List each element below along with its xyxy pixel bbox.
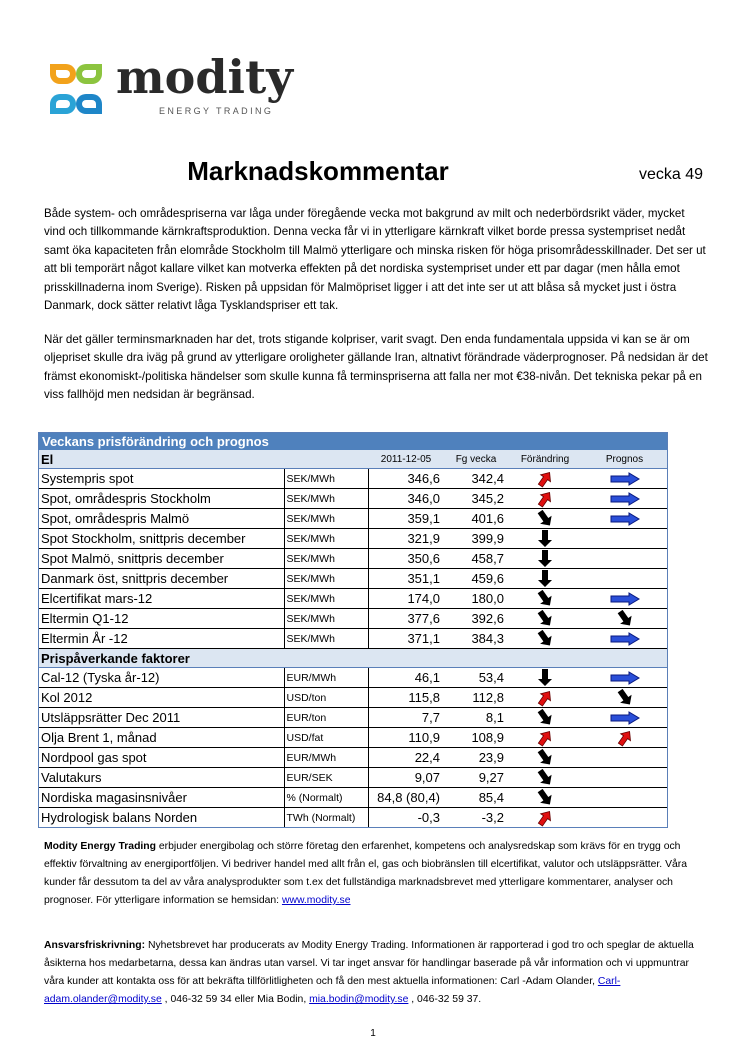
arrow-down-icon [537,569,553,588]
arrow-down-right-icon [536,788,554,807]
row-change-arrow [508,768,582,788]
table-row [39,708,667,728]
row-previous-value: 342,4 [444,469,508,489]
arrow-down-right-icon [536,768,554,787]
row-forecast-arrow [582,489,667,509]
row-change-arrow [508,808,582,828]
row-change-arrow [508,609,582,629]
row-name: Cal-12 (Tyska år-12) [39,668,284,688]
table-row [39,589,667,609]
row-previous-value: 459,6 [444,569,508,589]
price-table [38,432,668,828]
column-header-forecast: Prognos [582,450,667,469]
row-name: Utsläppsrätter Dec 2011 [39,708,284,728]
row-name: Eltermin Q1-12 [39,609,284,629]
price-table-title: Veckans prisförändring och prognos [39,433,667,450]
row-current-value: -0,3 [417,810,440,825]
website-link[interactable]: www.modity.se [281,895,351,906]
row-change-arrow [508,529,582,549]
arrow-right-icon [610,472,640,486]
row-name: Eltermin År -12 [39,629,284,649]
table-row [39,748,667,768]
row-unit: SEK/MWh [284,469,368,489]
row-forecast-arrow [582,748,667,768]
arrow-down-icon [537,529,553,548]
factor-section-header [39,649,667,668]
row-unit: SEK/MWh [284,549,368,569]
section-label-el: El [39,450,284,469]
arrow-down-right-icon [616,609,634,628]
row-previous-value: 9,27 [444,768,508,788]
row-unit: TWh (Normalt) [284,808,368,828]
arrow-down-right-icon [536,629,554,648]
row-previous-value: 384,3 [444,629,508,649]
row-previous-value: 112,8 [444,688,508,708]
arrow-right-icon [610,492,640,506]
row-name: Valutakurs [39,768,284,788]
row-current-value: 174,0 [368,589,444,609]
row-name: Spot, områdespris Stockholm [39,489,284,509]
table-row [39,509,667,529]
disclaimer-end: , 046-32 59 37. [408,994,482,1005]
row-unit: SEK/MWh [284,609,368,629]
logo-mark-icon [46,60,106,118]
row-change-arrow [508,469,582,489]
row-forecast-arrow [582,529,667,549]
row-current-value: 84,8 (80,4) [368,788,444,808]
row-forecast-arrow [582,509,667,529]
row-forecast-arrow [582,569,667,589]
row-change-arrow [508,668,582,688]
disclaimer-text: Nyhetsbrevet har producerats av Modity Energy Trading. Informationen är rapporterad i god tro och speglar de aktuella åsikterna hos medarbetarna, dessa kan ändras utan varsel. Vi tar inget ansvar för handlingar baserade på vår information och vi uppmuntrar våra kunder att kontakta oss för att bekräfta tillförlitligheten och få den mest aktuella informationen: Carl -Adam Olander, [44,940,694,987]
table-row [39,808,667,828]
row-name: Hydrologisk balans Norden [39,808,284,828]
about-paragraph [44,838,708,910]
row-current-value: 346,6 [368,469,444,489]
price-table-grid [39,450,667,827]
row-forecast-arrow [582,668,667,688]
row-change-arrow [508,509,582,529]
row-current-value: 22,4 [368,748,444,768]
row-current-value: 115,8 [368,688,444,708]
row-current-value: 371,1 [368,629,444,649]
row-change-arrow [508,788,582,808]
row-current-value: 346,0 [368,489,444,509]
row-previous-value: 108,9 [444,728,508,748]
row-unit: EUR/MWh [284,748,368,768]
arrow-down-right-icon [536,609,554,628]
row-unit: SEK/MWh [284,629,368,649]
table-row [39,529,667,549]
arrow-up-icon [536,729,554,747]
row-forecast-arrow [582,549,667,569]
el-section-header [39,450,667,469]
row-forecast-arrow [582,609,667,629]
row-previous-value: 180,0 [444,589,508,609]
row-forecast-arrow [582,589,667,609]
arrow-up-icon [616,729,634,747]
row-current-value: 377,6 [368,609,444,629]
paragraph-spot-market: Både system- och områdespriserna var låga under föregående vecka mot bakgrund av milt och nederbördsrikt väder, mycket vind och tillkommande kärnkraftsproduktion. Denna vecka får vi in ytterligare kärnkraft vilket borde pressa systempriset nedåt samt öka kapaciteten från elområde Stockholm till Malmö ytterligare och minska risken för höga prisområdesskillnader. Det ser ut att bli temporärt något kallare vilket kan motverka effekten på det nordiska systempriset under ett par dagar (men hålla emot prisskillnaderna inom Sverige). Risken på uppsidan för Malmöpriset ligger i att det inte ser ut att blåsa så mycket just i östra Danmark, dock sätter relativt låga Tysklandspriser ett tak. [44,207,706,313]
row-previous-value: 23,9 [444,748,508,768]
disclaimer-label: Ansvarsfriskrivning: [44,940,146,951]
row-unit: SEK/MWh [284,489,368,509]
row-current-value: 7,7 [368,708,444,728]
arrow-up-icon [536,809,554,827]
table-row [39,788,667,808]
row-unit: SEK/MWh [284,529,368,549]
row-previous-value: 392,6 [444,609,508,629]
arrow-down-right-icon [536,509,554,528]
row-previous-value: 85,4 [444,788,508,808]
paragraph-futures-market: När det gäller terminsmarknaden har det, trots stigande kolpriser, varit svagt. Den enda fundamentala uppsida vi kan se är om oljepriset skulle dra iväg på grund av ytterligare oroligheter gällande Iran, altnativt förändrade väderprognoser. På nedsidan är det främst ekonomiskt-/politiska händelser som skulle kunna få terminspriserna att falla ner mot €38-nivån. Det tekniska pekar på en viss fallhöjd men nedsidan är begränsad. [44,333,708,402]
arrow-down-right-icon [616,688,634,707]
about-text: erbjuder energibolag och större företag den erfarenhet, kompetens och analysredskap som krävs för en trygg och effektiv förvaltning av energiportföljen. Vi bedriver handel med allt från el, gas och biobränslen till elcertifikat, valutor och utsläppsrätter. Våra kunder får dessutom ta del av våra analysprodukter som t.ex det fullständiga marknadsbrevet med ytterligare kommentarer, analyser och prognoser. För ytterligare information se hemsidan: [44,841,688,906]
arrow-down-icon [537,668,553,687]
row-unit: EUR/MWh [284,668,368,688]
table-row [39,728,667,748]
row-name: Spot, områdespris Malmö [39,509,284,529]
arrow-up-icon [536,490,554,508]
row-change-arrow [508,748,582,768]
arrow-down-right-icon [536,708,554,727]
row-unit: EUR/ton [284,708,368,728]
arrow-right-icon [610,592,640,606]
row-unit: USD/ton [284,688,368,708]
row-previous-value: -3,2 [481,810,504,825]
row-forecast-arrow [582,629,667,649]
row-current-value: 350,6 [368,549,444,569]
row-previous-value: 345,2 [444,489,508,509]
row-change-arrow [508,489,582,509]
table-row [39,469,667,489]
row-current-value: 9,07 [368,768,444,788]
row-change-arrow [508,688,582,708]
row-current-value: 46,1 [368,668,444,688]
arrow-right-icon [610,671,640,685]
row-unit: USD/fat [284,728,368,748]
row-forecast-arrow [582,788,667,808]
row-previous-value: 401,6 [444,509,508,529]
row-forecast-arrow [582,708,667,728]
row-unit: SEK/MWh [284,589,368,609]
table-row [39,489,667,509]
about-company: Modity Energy Trading [44,841,156,852]
row-name: Kol 2012 [39,688,284,708]
table-row [39,688,667,708]
disclaimer-mid: , 046-32 59 34 eller Mia Bodin, [161,994,310,1005]
page-title: Marknadskommentar [187,156,449,186]
row-name: Systempris spot [39,469,284,489]
row-name: Nordpool gas spot [39,748,284,768]
table-row [39,768,667,788]
row-current-value: 359,1 [368,509,444,529]
row-current-value: 321,9 [368,529,444,549]
column-header-change: Förändring [508,450,582,469]
section-label-factors: Prispåverkande faktorer [39,649,667,668]
logo-word: modity [116,50,293,104]
row-name: Danmark öst, snittpris december [39,569,284,589]
table-row [39,569,667,589]
row-previous-value: 399,9 [444,529,508,549]
row-previous-value: 458,7 [444,549,508,569]
column-header-previous: Fg vecka [444,450,508,469]
row-name: Nordiska magasinsnivåer [39,788,284,808]
row-name: Spot Stockholm, snittpris december [39,529,284,549]
column-header-date: 2011-12-05 [368,450,444,469]
row-unit: SEK/MWh [284,509,368,529]
row-previous-value: 53,4 [444,668,508,688]
arrow-down-right-icon [536,748,554,767]
week-label: vecka 49 [638,166,703,183]
table-row [39,668,667,688]
disclaimer-paragraph [44,937,708,1009]
table-row [39,629,667,649]
row-unit: % (Normalt) [284,788,368,808]
row-forecast-arrow [582,808,667,828]
arrow-right-icon [610,512,640,526]
row-change-arrow [508,589,582,609]
row-unit: SEK/MWh [284,569,368,589]
row-forecast-arrow [582,469,667,489]
row-change-arrow [508,569,582,589]
arrow-up-icon [536,470,554,488]
row-name: Olja Brent 1, månad [39,728,284,748]
row-change-arrow [508,549,582,569]
row-forecast-arrow [582,768,667,788]
table-row [39,609,667,629]
el-section [39,450,667,649]
page-number: 1 [370,1028,376,1039]
arrow-right-icon [610,711,640,725]
arrow-up-icon [536,689,554,707]
row-current-value: 351,1 [368,569,444,589]
table-row [39,549,667,569]
email-link-bodin[interactable]: mia.bodin@modity.se [309,994,409,1005]
factor-section [39,649,667,828]
email-link-olander[interactable]: Carl-adam.olander@modity.se [44,976,621,1005]
arrow-right-icon [610,632,640,646]
arrow-down-icon [537,549,553,568]
arrow-down-right-icon [536,589,554,608]
row-forecast-arrow [582,688,667,708]
row-unit: EUR/SEK [284,768,368,788]
row-previous-value: 8,1 [444,708,508,728]
row-current-value: 110,9 [368,728,444,748]
logo-tagline: ENERGY TRADING [159,106,274,116]
row-change-arrow [508,728,582,748]
row-change-arrow [508,708,582,728]
row-change-arrow [508,629,582,649]
row-name: Spot Malmö, snittpris december [39,549,284,569]
row-name: Elcertifikat mars-12 [39,589,284,609]
row-forecast-arrow [582,728,667,748]
